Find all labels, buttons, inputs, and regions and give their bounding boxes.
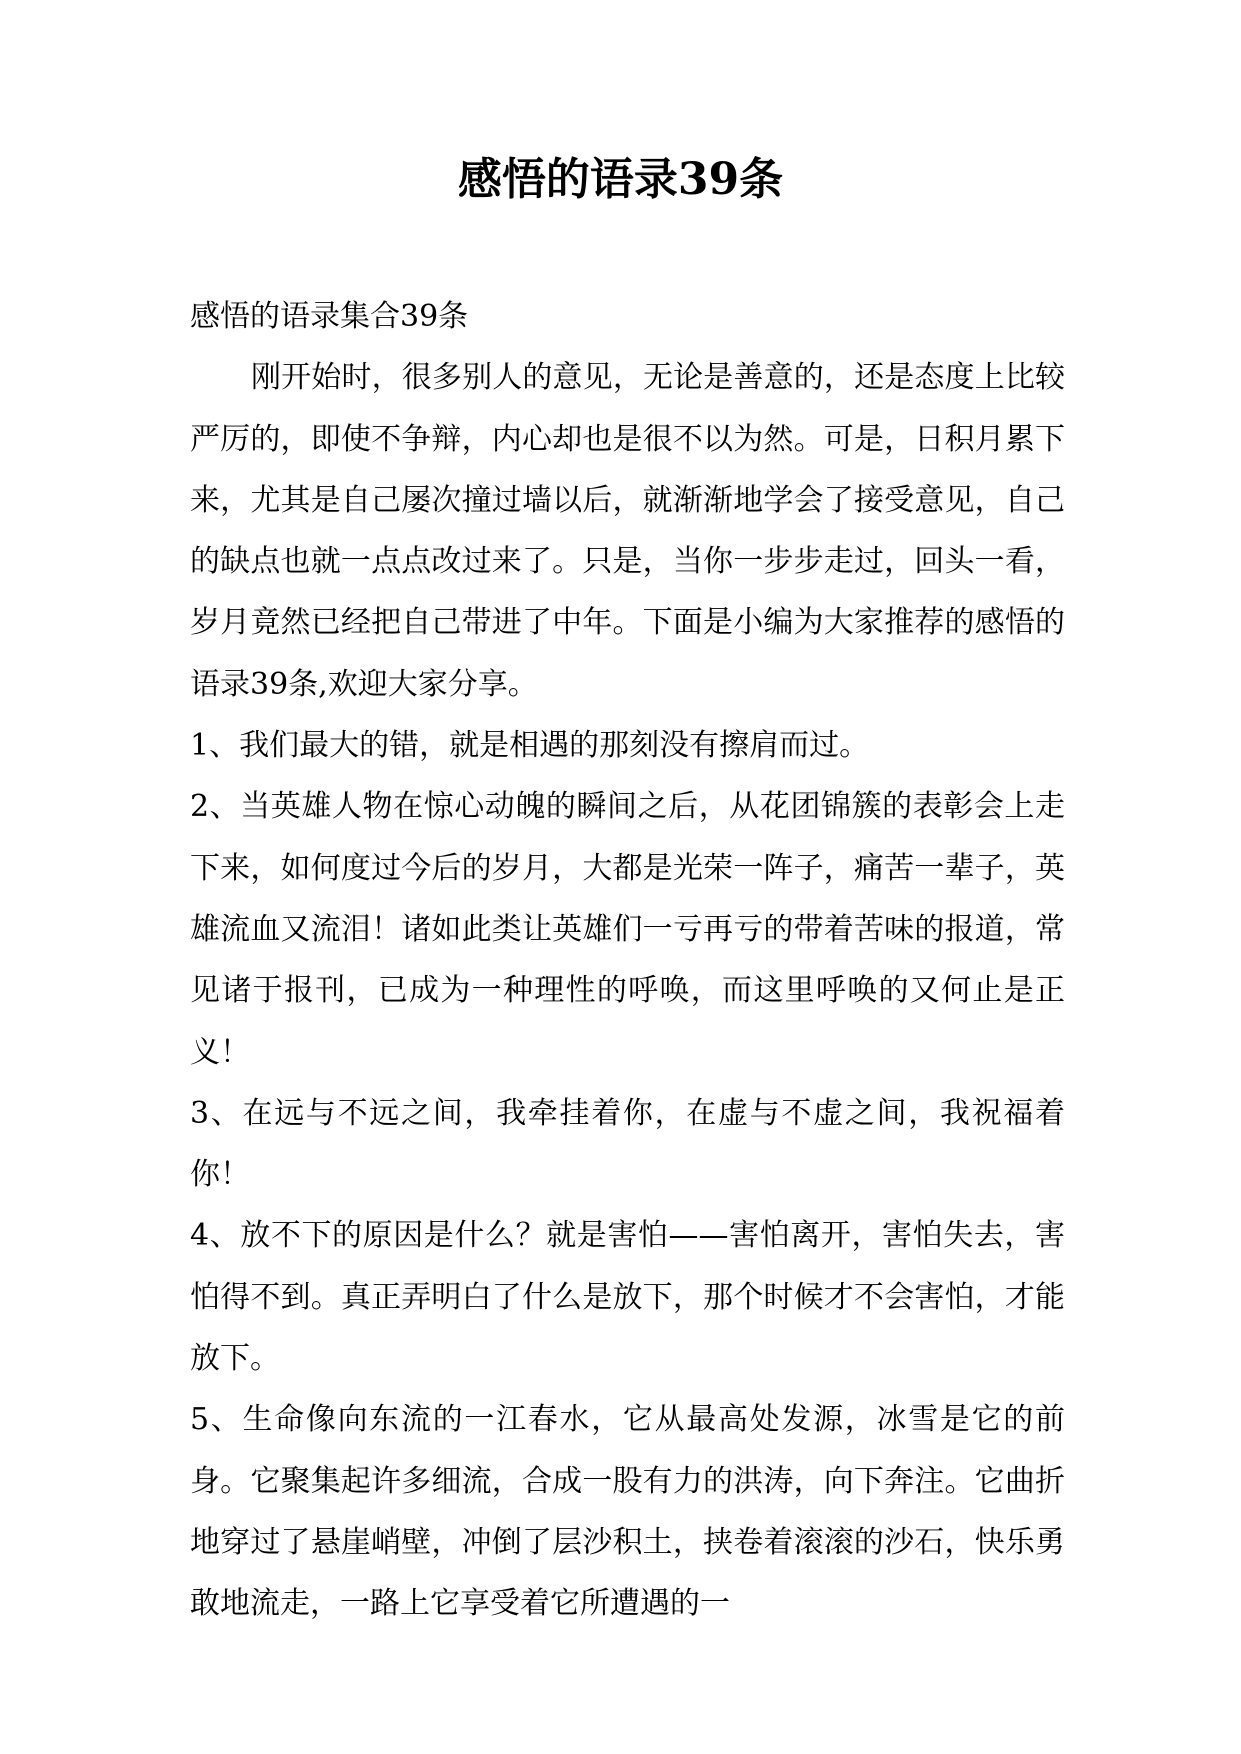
quote-item-3: 3、在远与不远之间，我牵挂着你，在虚与不虚之间，我祝福着你！ xyxy=(190,1095,1065,1193)
quote-item-5: 5、生命像向东流的一江春水，它从最高处发源，冰雪是它的前身。它聚集起许多细流，合成一股有力的洪涛，向下奔注。它曲折地穿过了悬崖峭壁，冲倒了层沙积土，挟卷着滚滚的沙石，快乐勇敢地流走，一路上它享受着它所遭遇的一 xyxy=(190,1402,1065,1622)
document-body xyxy=(190,286,1065,1635)
quote-item-2: 2、当英雄人物在惊心动魄的瞬间之后，从花团锦簇的表彰会上走下来，如何度过今后的岁月，大都是光荣一阵子，痛苦一辈子，英雄流血又流泪！诸如此类让英雄们一亏再亏的带着苦味的报道，常见诸于报刊，已成为一种理性的呼唤，而这里呼唤的又何止是正义！ xyxy=(190,789,1065,1070)
quote-item-4: 4、放不下的原因是什么？就是害怕——害怕离开，害怕失去，害怕得不到。真正弄明白了什么是放下，那个时候才不会害怕，才能放下。 xyxy=(190,1218,1065,1377)
document-subtitle: 感悟的语录集合39条 xyxy=(190,299,469,334)
page-title: 感悟的语录39条 xyxy=(457,154,784,205)
quote-item-1: 1、我们最大的错，就是相遇的那刻没有擦肩而过。 xyxy=(190,728,870,764)
intro-paragraph: 刚开始时，很多别人的意见，无论是善意的，还是态度上比较严厉的，即使不争辩，内心却也是很不以为然。可是，日积月累下来，尤其是自己屡次撞过墙以后，就渐渐地学会了接受意见，自己的缺点也就一点点改过来了。只是，当你一步步走过，回头一看，岁月竟然已经把自己带进了中年。下面是小编为大家推荐的感悟的语录39条,欢迎大家分享。 xyxy=(190,360,1065,702)
